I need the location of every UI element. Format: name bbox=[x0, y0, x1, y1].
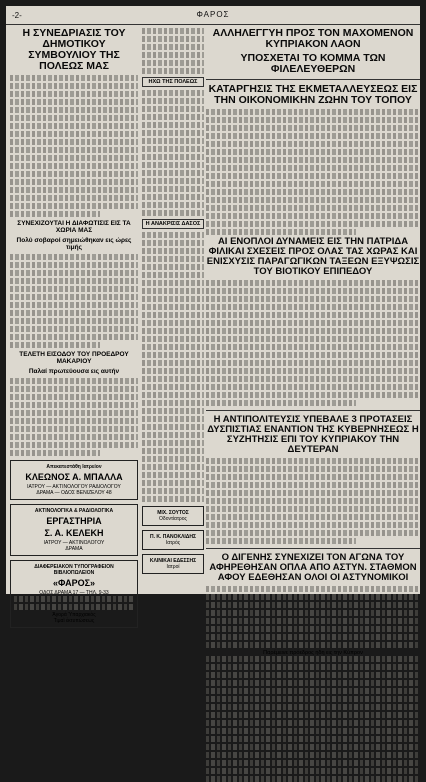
ad-edessa-clinics: ΚΛΙΝΙΚΑΙ ΕΔΕΣΣΗΣ Ιατροί bbox=[142, 554, 204, 574]
newspaper-page bbox=[6, 6, 420, 656]
page-number: -2- bbox=[12, 11, 22, 20]
headline-exploitation: ΚΑΤΑΡΓΗΣΙΣ ΤΗΣ ΕΚΜΕΤΑΛΛΕΥΣΕΩΣ ΕΙΣ ΤΗΝ ΟΙΚΟΝΟΜΙΚΗΝ ΖΩΗΝ ΤΟΥ ΤΟΠΟΥ bbox=[208, 83, 418, 107]
left-column bbox=[10, 27, 138, 625]
left-subheading-villages-2: Πολύ σοβαροί σημειώθηκαν εις ώρες τιμής bbox=[16, 237, 132, 252]
ad-panoklidis: Π. Κ. ΠΑΝΟΚΛΙΔΗΣ Ιατρός bbox=[142, 530, 204, 550]
middle-label-city-echo: ΗΧΩ ΤΗΣ ΠΟΛΕΩΣ bbox=[142, 77, 204, 87]
right-subnote: Παρέμεινε πρόεδρος ηδη εις την Κύπρον bbox=[263, 649, 363, 656]
ad-faros-printing: ΔΙΑΦΕΡΕΙΑΚΟΝ ΤΥΠΟΓΡΑΦΕΙΟΝ ΒΙΒΛΙΟΠΩΛΕΙΟΝ «ΦΑΡΟΣ» ΟΔΟΣ ΔΡΑΜΑ 17 — ΤΗΛ. 9-33 Ἀγορά Ὑπαρχιακὸς Τιμαὶ ἐκτυπώσεως bbox=[10, 560, 138, 628]
ad-kelekis-lab: ΑΚΤΙΝΟΛΟΓΙΚΑ & ΡΑΔΙΟΛΟΓΙΚΑ ΕΡΓΑΣΤΗΡΙΑ Σ. Α. ΚΕΛΕΚΗ ΙΑΤΡΟΥ — ΑΚΤΙΝΟΛΟΓΟΥ ΔΡΑΜΑ bbox=[10, 504, 138, 556]
ad-soutos: ΜΙΧ. ΣΟΥΤΟΣ Οδοντίατρος bbox=[142, 506, 204, 526]
left-subheading-makarios-2: Παλαί πρωτεύουσα εις αυτήν bbox=[28, 368, 120, 376]
headline-armed-forces: ΑΙ ΕΝΟΠΛΟΙ ΔΥΝΑΜΕΙΣ ΕΙΣ ΤΗΝ ΠΑΤΡΙΔΑ ΦΙΛΙΚΑΙ ΣΧΕΣΕΙΣ ΠΡΟΣ ΟΛΑΣ ΤΑΣ ΧΩΡΑΣ ΚΑΙ ΕΝΙΣΧΥΣΙΣ ΠΑΡΑΓΩΓΙΚΩΝ ΤΑΞΕΩΝ ΕΞΥΨΩΣΙΣ ΤΟΥ ΒΙΟΤΙΚΟΥ ΕΠΙΠΕΔΟΥ bbox=[206, 236, 420, 277]
left-headline: Η ΣΥΝΕΔΡΙΑΣΙΣ ΤΟΥ ΔΗΜΟΤΙΚΟΥ ΣΥΜΒΟΥΛΙΟΥ ΤΗΣ ΠΟΛΕΩΣ ΜΑΣ bbox=[22, 27, 126, 73]
left-subheading-villages: ΣΥΝΕΧΙΖΟΥΤΑΙ Η ΔΙΑΦΩΤΙΣΙΣ ΕΙΣ ΤΑ ΧΩΡΙΑ ΜΑΣ bbox=[17, 220, 131, 235]
headline-digenis: Ο ΔΙΓΕΝΗΣ ΣΥΝΕΧΙΖΕΙ ΤΟΝ ΑΓΩΝΑ ΤΟΥ ΑΦΗΡΕΘΗΣΑΝ ΟΠΛΑ ΑΠΟ ΑΣΤΥΝ. ΣΤΑΘΜΟΝ ΑΦΟΥ ΕΔΕΘΗΣΑΝ ΟΛΟΙ ΟΙ ΑΣΤΥΝΟΜΙΚΟΙ bbox=[209, 551, 417, 583]
headline-liberal-party: ΥΠΟΣΧΕΤΑΙ ΤΟ ΚΟΜΜΑ ΤΩΝ ΦΙΛΕΛΕΥΘΕΡΩΝ bbox=[240, 52, 386, 76]
left-subheading-makarios: ΤΕΛΕΤΗ ΕΙΣΟΔΟΥ ΤΟΥ ΠΡΟΕΔΡΟΥ ΜΑΚΑΡΙΟΥ bbox=[19, 351, 129, 366]
headline-solidarity: ΑΛΛΗΛΕΓΓΥΗ ΠΡΟΣ ΤΟΝ ΜΑΧΟΜΕΝΟΝ ΚΥΠΡΙΑΚΟΝ ΛΑΟΝ bbox=[212, 27, 414, 51]
right-column bbox=[206, 27, 420, 656]
masthead: ΦΑΡΟΣ bbox=[196, 10, 230, 19]
running-header bbox=[6, 6, 420, 25]
middle-column bbox=[142, 28, 204, 590]
ad-clinic-balla: Απεκατεστάθη Ιατρείον ΚΛΕΩΝΟΣ Α. ΜΠΑΛΛΑ ΙΑΤΡΟΥ — ΑΚΤΙΝΟΛΟΓΟΥ ΡΑΔΙΟΛΟΓΟΥ ΔΡΑΜΑ — ΟΔΟΣ ΒΕΝΙΖΕΛΟΥ 48 bbox=[10, 460, 138, 500]
middle-box-forest: Η ΑΝΑΚΡΙΣΙΣ ΔΑΣΟΣ bbox=[142, 219, 204, 229]
headline-opposition: Η ΑΝΤΙΠΟΛΙΤΕΥΣΙΣ ΥΠΕΒΑΛΕ 3 ΠΡΟΤΑΣΕΙΣ ΔΥΣΠΙΣΤΙΑΣ ΕΝΑΝΤΙΟΝ ΤΗΣ ΚΥΒΕΡΝΗΣΕΩΣ Η ΣΥΖΗΤΗΣΙΣ ΕΠΙ ΤΟΥ ΚΥΠΡΙΑΚΟΥ ΤΗΝ ΔΕΥΤΕΡΑΝ bbox=[207, 413, 419, 455]
